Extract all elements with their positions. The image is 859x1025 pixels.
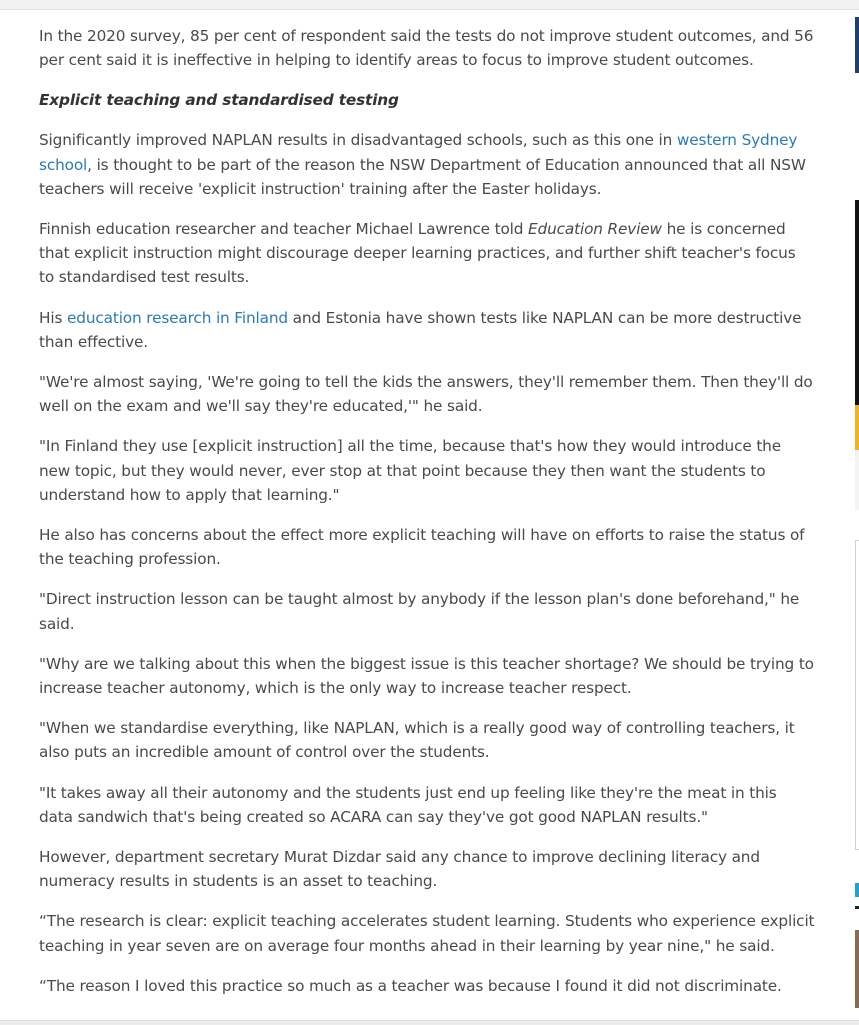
paragraph-text: he is concerned that explicit instruction might discourage deeper learning practices, and further shift teacher's focus to standardised test results. [39, 220, 796, 287]
sidebar-thumbnail[interactable] [855, 930, 859, 1008]
sidebar-banner-fragment[interactable] [855, 200, 859, 405]
sidebar-ad-fragment[interactable] [855, 17, 859, 73]
article-body [39, 24, 815, 1014]
sidebar-divider [855, 906, 859, 909]
paragraph-naplan-results [39, 128, 815, 201]
paragraph-text: In the 2020 survey, 85 per cent of respondent said the tests do not improve student outcomes, and 56 per cent said it is ineffective in helping to identify areas to focus to improve student outcomes. [39, 27, 814, 70]
paragraph-survey [39, 24, 815, 72]
paragraph-text: Significantly improved NAPLAN results in disadvantaged schools, such as this one in [39, 131, 677, 150]
paragraph-lawrence [39, 217, 815, 290]
publication-name: Education Review [528, 220, 662, 239]
paragraph-text: and Estonia have shown tests like NAPLAN can be more destructive than effective. [39, 308, 802, 351]
sidebar-banner-accent [855, 405, 859, 450]
western-sydney-school-link[interactable]: western Sydney school [39, 131, 798, 174]
quote-finland: "In Finland they use [explicit instruction] all the time, because that's how they would introduce the new topic, but they would never, ever stop at that point because they then want the students to understand how to apply that learning." [39, 437, 781, 504]
top-divider [0, 0, 859, 10]
quote-standardise: "When we standardise everything, like NAPLAN, which is a really good way of controlling teachers, it also puts an incredible amount of control over the students. [39, 719, 795, 762]
paragraph-concerns: He also has concerns about the effect more explicit teaching will have on efforts to raise the status of the teaching profession. [39, 526, 805, 569]
quote-autonomy: "It takes away all their autonomy and the students just end up feeling like they're the meat in this data sandwich that's being created so ACARA can say they've got good NAPLAN results." [39, 783, 777, 826]
bottom-divider [0, 1020, 859, 1025]
paragraph-text: His [39, 308, 67, 327]
sidebar-banner-footer [855, 450, 859, 510]
section-heading: Explicit teaching and standardised testing [39, 91, 399, 110]
quote-teacher-shortage: "Why are we talking about this when the biggest issue is this teacher shortage? We should be trying to increase teacher autonomy, which is the only way to increase teacher respect. [39, 654, 814, 698]
quote-direct-instruction: "Direct instruction lesson can be taught almost by anybody if the lesson plan's done beforehand," he said. [39, 590, 800, 633]
paragraph-finland-research [39, 306, 815, 354]
sidebar-widget-frame [855, 540, 859, 850]
quote-practice: “The reason I loved this practice so much as a teacher was because I found it did not discriminate. [39, 976, 782, 995]
sidebar-heading-fragment [855, 883, 859, 897]
finland-research-link[interactable]: education research in Finland [67, 308, 288, 327]
quote-answers: "We're almost saying, 'We're going to tell the kids the answers, they'll remember them. Then they'll do well on the exam and we'll say they're educated,'" he said. [39, 373, 813, 416]
paragraph-text: , is thought to be part of the reason the NSW Department of Education announced that all NSW teachers will receive 'explicit instruction' training after the Easter holidays. [39, 155, 806, 198]
paragraph-text: Finnish education researcher and teacher Michael Lawrence told [39, 220, 529, 239]
paragraph-dizdar: However, department secretary Murat Dizdar said any chance to improve declining literacy and numeracy results in students is an asset to teaching. [39, 848, 760, 891]
quote-research-clear: “The research is clear: explicit teaching accelerates student learning. Students who experience explicit teaching in year seven are on average four months ahead in their learning by year nine," he said. [39, 912, 815, 955]
